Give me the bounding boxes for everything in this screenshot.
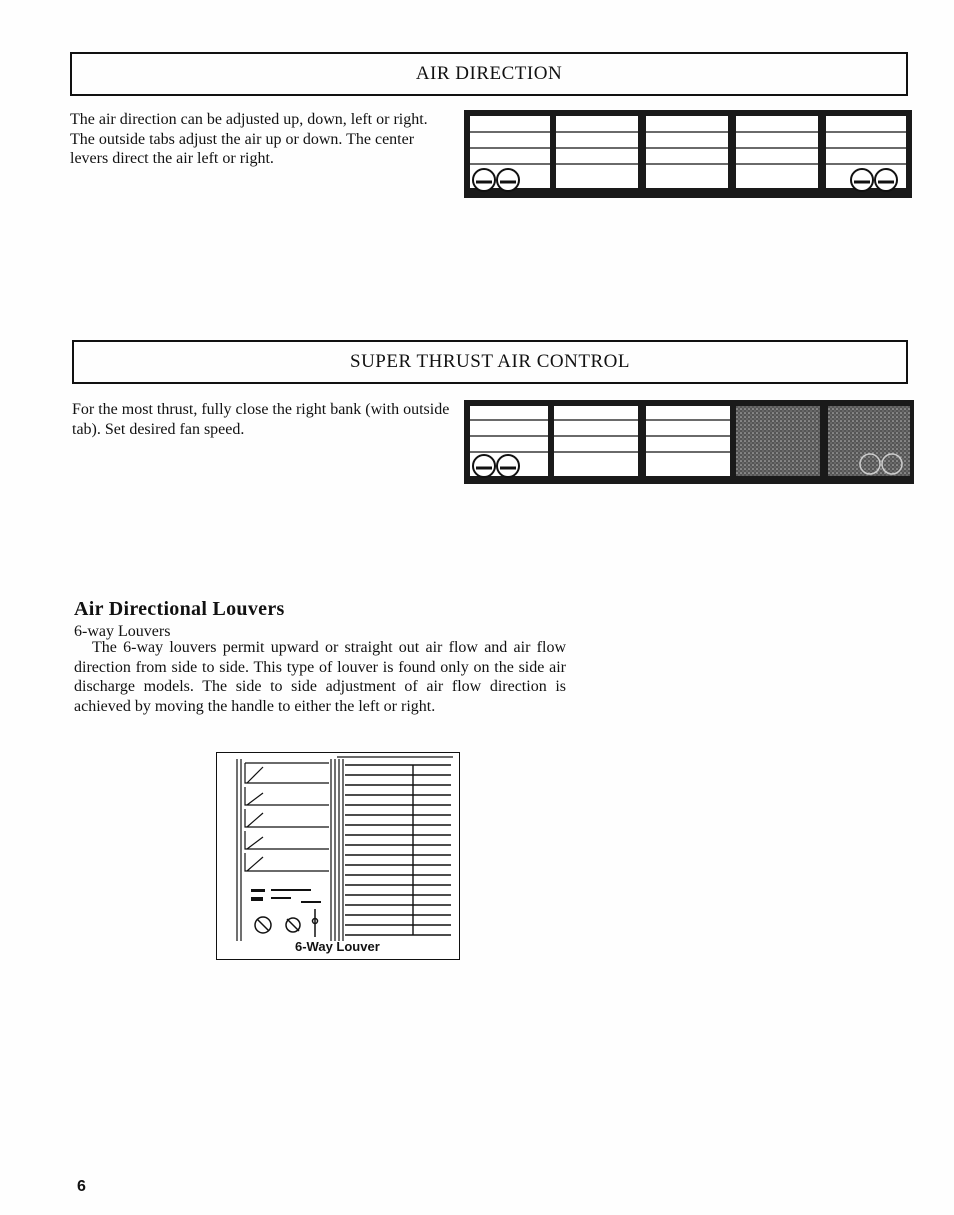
six-way-louver-figure bbox=[216, 752, 460, 960]
super-thrust-heading: SUPER THRUST AIR CONTROL bbox=[350, 351, 630, 372]
six-way-louver-drawing bbox=[217, 753, 459, 959]
louvers-title: Air Directional Louvers bbox=[74, 598, 285, 620]
six-way-louver-caption: 6-Way Louver bbox=[295, 939, 380, 954]
air-direction-body: The air direction can be adjusted up, down, left or right. The outside tabs adjust the air up or down. The center levers direct the air left or right. bbox=[70, 111, 428, 167]
louvers-subtitle: 6-way Louvers bbox=[74, 623, 171, 640]
air-direction-heading-box bbox=[70, 52, 908, 96]
louver-illustration-adjusted bbox=[464, 110, 912, 198]
louvers-body: The 6-way louvers permit upward or straight out air flow and air flow direction from side to side. This type of louver is found only on the side air discharge models. The side to side adjustment of air flow direction is achieved by moving the handle to either the left or right. bbox=[74, 639, 566, 715]
air-direction-heading: AIR DIRECTION bbox=[415, 63, 563, 84]
page-number: 6 bbox=[77, 1178, 86, 1195]
louver-illustration-thrust bbox=[464, 400, 914, 484]
super-thrust-body: For the most thrust, fully close the right bank (with outside tab). Set desired fan speed. bbox=[72, 401, 450, 438]
super-thrust-heading-box bbox=[72, 340, 908, 384]
